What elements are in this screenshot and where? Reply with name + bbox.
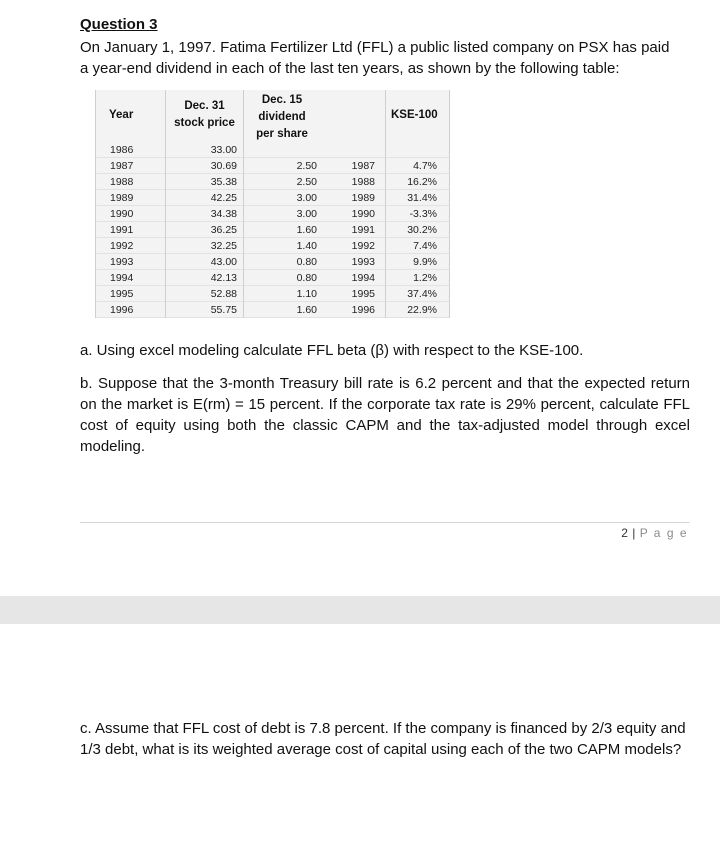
table-row	[95, 190, 450, 206]
cell-kse: -3.3%	[409, 208, 437, 220]
cell-year-2: 1991	[351, 224, 375, 236]
table-row	[95, 158, 450, 174]
cell-dividend: 0.80	[296, 272, 317, 284]
cell-price: 36.25	[210, 224, 237, 236]
cell-year-2: 1993	[351, 256, 375, 268]
table-row	[95, 174, 450, 190]
page-2	[0, 624, 720, 847]
footer-divider	[80, 522, 690, 523]
cell-year: 1992	[110, 240, 134, 252]
grid-line	[95, 90, 96, 318]
header-price-line2: stock price	[174, 117, 235, 129]
cell-dividend: 1.10	[296, 288, 317, 300]
cell-year: 1991	[110, 224, 134, 236]
cell-year: 1989	[110, 192, 134, 204]
header-div-line3: per share	[256, 128, 308, 140]
cell-year-2: 1990	[351, 208, 375, 220]
cell-year: 1987	[110, 160, 134, 172]
cell-kse: 7.4%	[413, 240, 437, 252]
cell-price: 30.69	[210, 160, 237, 172]
page-label: P a g e	[639, 526, 688, 540]
grid-line	[165, 90, 166, 318]
cell-price: 34.38	[210, 208, 237, 220]
cell-price: 42.13	[210, 272, 237, 284]
table-row	[95, 222, 450, 238]
cell-kse: 16.2%	[407, 176, 437, 188]
cell-dividend: 2.50	[296, 176, 317, 188]
cell-kse: 4.7%	[413, 160, 437, 172]
cell-kse: 9.9%	[413, 256, 437, 268]
table-row	[95, 286, 450, 302]
header-price-line1: Dec. 31	[184, 100, 225, 112]
cell-price: 33.00	[210, 144, 237, 156]
cell-year: 1990	[110, 208, 134, 220]
grid-line	[243, 90, 244, 318]
cell-year: 1996	[110, 304, 134, 316]
cell-year-2: 1994	[351, 272, 375, 284]
page-number	[621, 526, 688, 540]
cell-year-2: 1989	[351, 192, 375, 204]
cell-dividend: 3.00	[296, 208, 317, 220]
part-b: b. Suppose that the 3-month Treasury bill rate is 6.2 percent and that the expected return on the market is E(rm) = 15 percent. If the corporate tax rate is 29% percent, calculate FFL cost of equity using both the classic CAPM and the tax-adjusted model through excel modeling.	[80, 375, 690, 455]
cell-year: 1993	[110, 256, 134, 268]
cell-price: 43.00	[210, 256, 237, 268]
cell-kse: 1.2%	[413, 272, 437, 284]
table-row	[95, 302, 450, 318]
cell-kse: 30.2%	[407, 224, 437, 236]
header-dividend	[247, 92, 317, 143]
cell-year-2: 1995	[351, 288, 375, 300]
part-a: a. Using excel modeling calculate FFL beta (β) with respect to the KSE-100.	[80, 342, 584, 359]
cell-dividend: 1.40	[296, 240, 317, 252]
cell-dividend: 3.00	[296, 192, 317, 204]
header-div-line1: Dec. 15	[261, 94, 303, 106]
cell-dividend: 0.80	[296, 256, 317, 268]
cell-kse: 37.4%	[407, 288, 437, 300]
table-row	[95, 206, 450, 222]
part-c: c. Assume that FFL cost of debt is 7.8 percent. If the company is financed by 2/3 equity and 1/3 debt, what is its weighted average cost of capital using each of the two CAPM models?	[80, 720, 686, 758]
cell-year: 1986	[110, 144, 134, 156]
header-div-line2: dividend	[258, 111, 306, 123]
cell-dividend: 2.50	[296, 160, 317, 172]
cell-year: 1994	[110, 272, 134, 284]
header-year: Year	[109, 109, 134, 121]
cell-year-2: 1992	[351, 240, 375, 252]
cell-price: 42.25	[210, 192, 237, 204]
cell-price: 35.38	[210, 176, 237, 188]
cell-price: 32.25	[210, 240, 237, 252]
table-body	[95, 142, 450, 318]
row-divider	[95, 317, 450, 318]
header-kse: KSE-100	[391, 109, 438, 121]
table-header	[95, 90, 450, 142]
table-row	[95, 142, 450, 158]
cell-year-2: 1996	[351, 304, 375, 316]
grid-line	[385, 90, 386, 318]
cell-dividend: 1.60	[296, 304, 317, 316]
table-row	[95, 254, 450, 270]
cell-year-2: 1988	[351, 176, 375, 188]
cell-kse: 31.4%	[407, 192, 437, 204]
page-number-separator: |	[632, 526, 636, 540]
header-price	[167, 98, 242, 132]
cell-price: 52.88	[210, 288, 237, 300]
cell-kse: 22.9%	[407, 304, 437, 316]
cell-price: 55.75	[210, 304, 237, 316]
table-row	[95, 270, 450, 286]
table-row	[95, 238, 450, 254]
question-intro: On January 1, 1997. Fatima Fertilizer Ltd (FFL) a public listed company on PSX has paid a year-end dividend in each of the last ten years, as shown by the following table:	[80, 39, 670, 77]
cell-year: 1988	[110, 176, 134, 188]
page-number-value: 2	[621, 526, 629, 540]
cell-year-2: 1987	[351, 160, 375, 172]
page-gap	[0, 596, 720, 624]
cell-year: 1995	[110, 288, 134, 300]
grid-line	[449, 90, 450, 318]
cell-dividend: 1.60	[296, 224, 317, 236]
question-title: Question 3	[80, 16, 158, 33]
